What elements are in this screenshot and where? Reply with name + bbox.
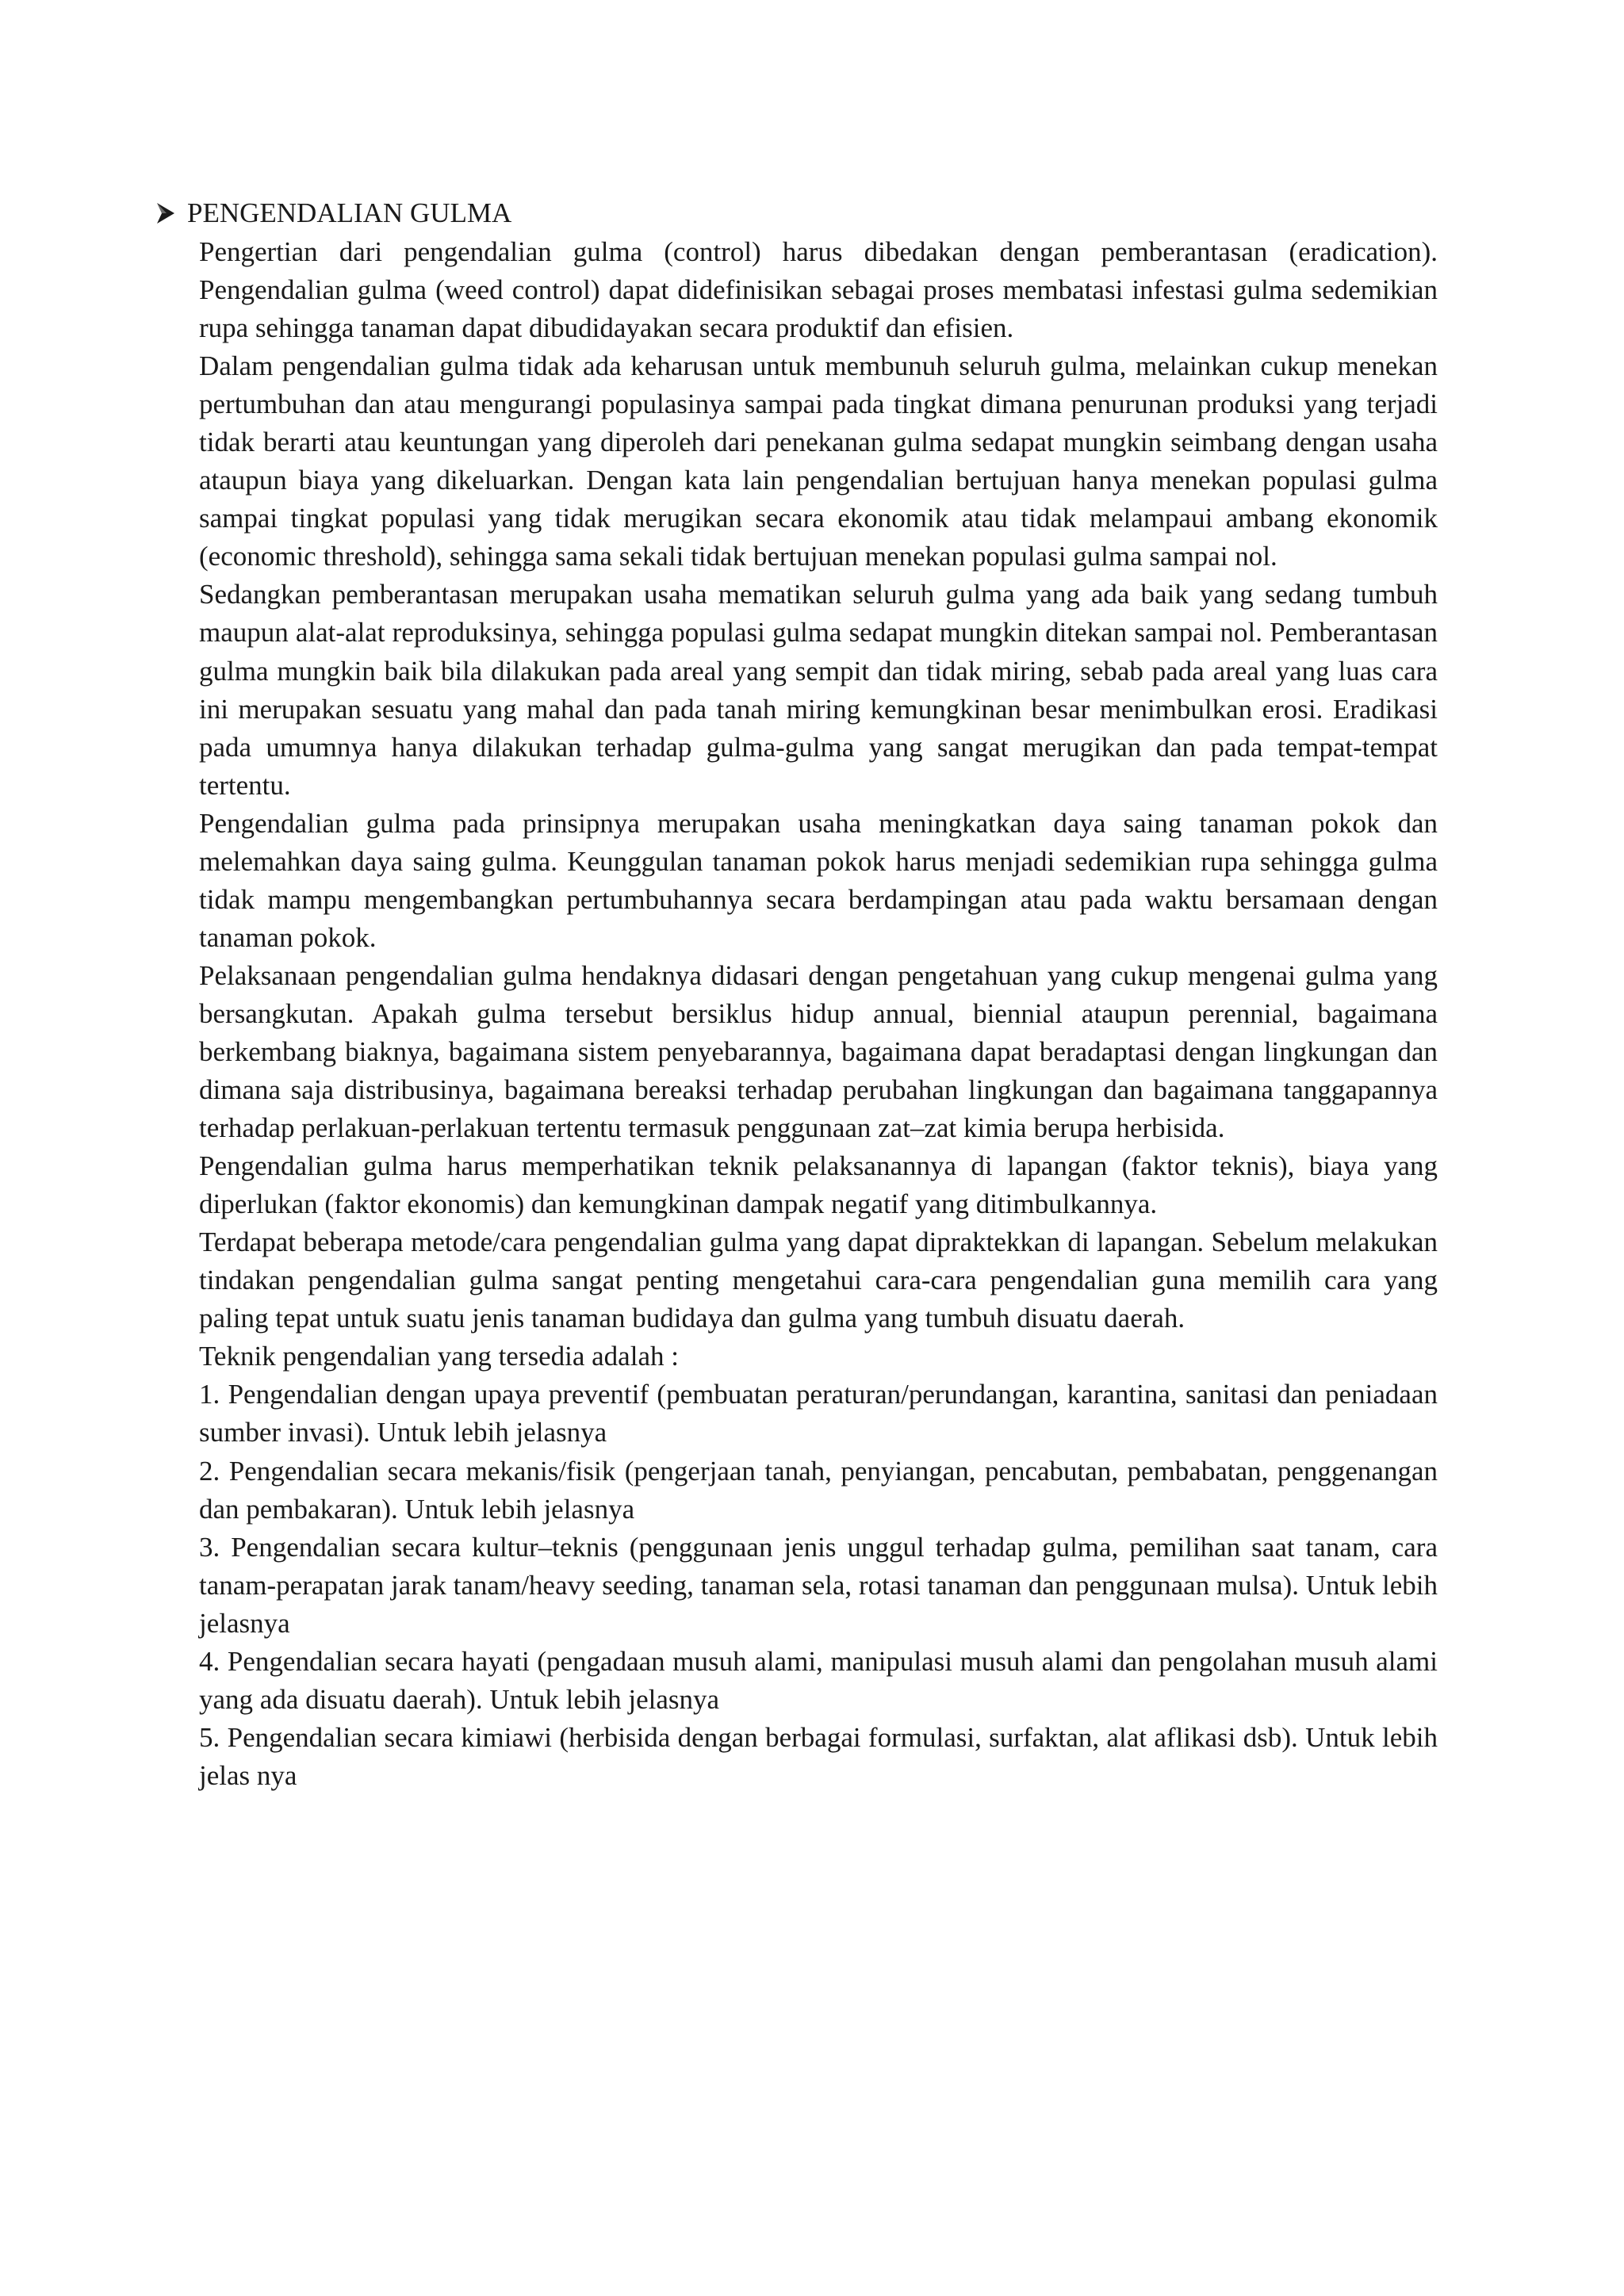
techniques-intro: Teknik pengendalian yang tersedia adalah : <box>199 1341 679 1372</box>
technique-item-cultural: 3. Pengendalian secara kultur–teknis (penggunaan jenis unggul terhadap gulma, pemilihan saat tanam, cara tanam-perapatan jarak tanam/heavy seeding, tanaman sela, rotasi tanaman dan penggunaan mulsa). Untuk lebih jelasnya <box>199 1531 1438 1639</box>
arrow-bullet-icon <box>155 201 176 225</box>
section-title: PENGENDALIAN GULMA <box>187 197 512 228</box>
technique-item-mechanical: 2. Pengendalian secara mekanis/fisik (pengerjaan tanah, penyiangan, pencabutan, pembabatan, penggenangan dan pembakaran). Untuk lebih jelasnya <box>199 1455 1438 1525</box>
section-heading <box>155 195 511 232</box>
technique-item-biological: 4. Pengendalian secara hayati (pengadaan musuh alami, manipulasi musuh alami dan pengolahan musuh alami yang ada disuatu daerah). Untuk lebih jelasnya <box>199 1645 1438 1715</box>
technique-item-preventive: 1. Pengendalian dengan upaya preventif (pembuatan peraturan/perundangan, karantina, sanitasi dan peniadaan sumber invasi). Untuk lebih jelasnya <box>199 1379 1438 1448</box>
paragraph-factors: Pengendalian gulma harus memperhatikan teknik pelaksanannya di lapangan (faktor teknis), biaya yang diperlukan (faktor ekonomis) dan kemungkinan dampak negatif yang ditimbulkannya. <box>199 1150 1438 1220</box>
paragraph-competitiveness: Pengendalian gulma pada prinsipnya merupakan usaha meningkatkan daya saing tanaman pokok dan melemahkan daya saing gulma. Keunggulan tanaman pokok harus menjadi sedemikian rupa sehingga gulma tidak mampu mengembangkan pertumbuhannya secara berdampingan atau pada waktu bersamaan dengan tanaman pokok. <box>199 807 1438 953</box>
paragraph-eradication: Sedangkan pemberantasan merupakan usaha mematikan seluruh gulma yang ada baik yang sedang tumbuh maupun alat-alat reproduksinya, sehingga populasi gulma sedapat mungkin ditekan sampai nol. Pemberantasan gulma mungkin baik bila dilakukan pada areal yang sempit dan tidak miring, sebab pada areal yang luas cara ini merupakan sesuatu yang mahal dan pada tanah miring kemungkinan besar menimbulkan erosi. Eradikasi pada umumnya hanya dilakukan terhadap gulma-gulma yang sangat merugikan dan pada tempat-tempat tertentu. <box>199 579 1438 801</box>
paragraph-control-goal: Dalam pengendalian gulma tidak ada keharusan untuk membunuh seluruh gulma, melainkan cukup menekan pertumbuhan dan atau mengurangi populasinya sampai pada tingkat dimana penurunan produksi yang terjadi tidak berarti atau keuntungan yang diperoleh dari penekanan gulma sedapat mungkin seimbang dengan usaha ataupun biaya yang dikeluarkan. Dengan kata lain pengendalian bertujuan hanya menekan populasi gulma sampai tingkat populasi yang tidak merugikan secara ekonomik atau tidak melampaui ambang ekonomik (economic threshold), sehingga sama sekali tidak bertujuan menekan populasi gulma sampai nol. <box>199 350 1438 572</box>
techniques-list <box>199 1337 1438 1795</box>
paragraph-knowledge: Pelaksanaan pengendalian gulma hendaknya didasari dengan pengetahuan yang cukup mengenai gulma yang bersangkutan. Apakah gulma tersebut bersiklus hidup annual, biennial ataupun perennial, bagaimana berkembang biaknya, bagaimana sistem penyebarannya, bagaimana dapat beradaptasi dengan lingkungan dan dimana saja distribusinya, bagaimana bereaksi terhadap perubahan lingkungan dan bagaimana tanggapannya terhadap perlakuan-perlakuan tertentu termasuk penggunaan zat–zat kimia berupa herbisida. <box>199 959 1438 1144</box>
document-body <box>199 233 1438 1795</box>
technique-item-chemical: 5. Pengendalian secara kimiawi (herbisida dengan berbagai formulasi, surfaktan, alat aflikasi dsb). Untuk lebih jelas nya <box>199 1721 1438 1791</box>
paragraph-definition: Pengertian dari pengendalian gulma (control) harus dibedakan dengan pemberantasan (eradication). Pengendalian gulma (weed control) dapat didefinisikan sebagai proses membatasi infestasi gulma sedemikian rupa sehingga tanaman dapat dibudidayakan secara produktif dan efisien. <box>199 236 1438 344</box>
paragraph-methods: Terdapat beberapa metode/cara pengendalian gulma yang dapat dipraktekkan di lapangan. Sebelum melakukan tindakan pengendalian gulma sangat penting mengetahui cara-cara pengendalian guna memilih cara yang paling tepat untuk suatu jenis tanaman budidaya dan gulma yang tumbuh disuatu daerah. <box>199 1226 1438 1334</box>
